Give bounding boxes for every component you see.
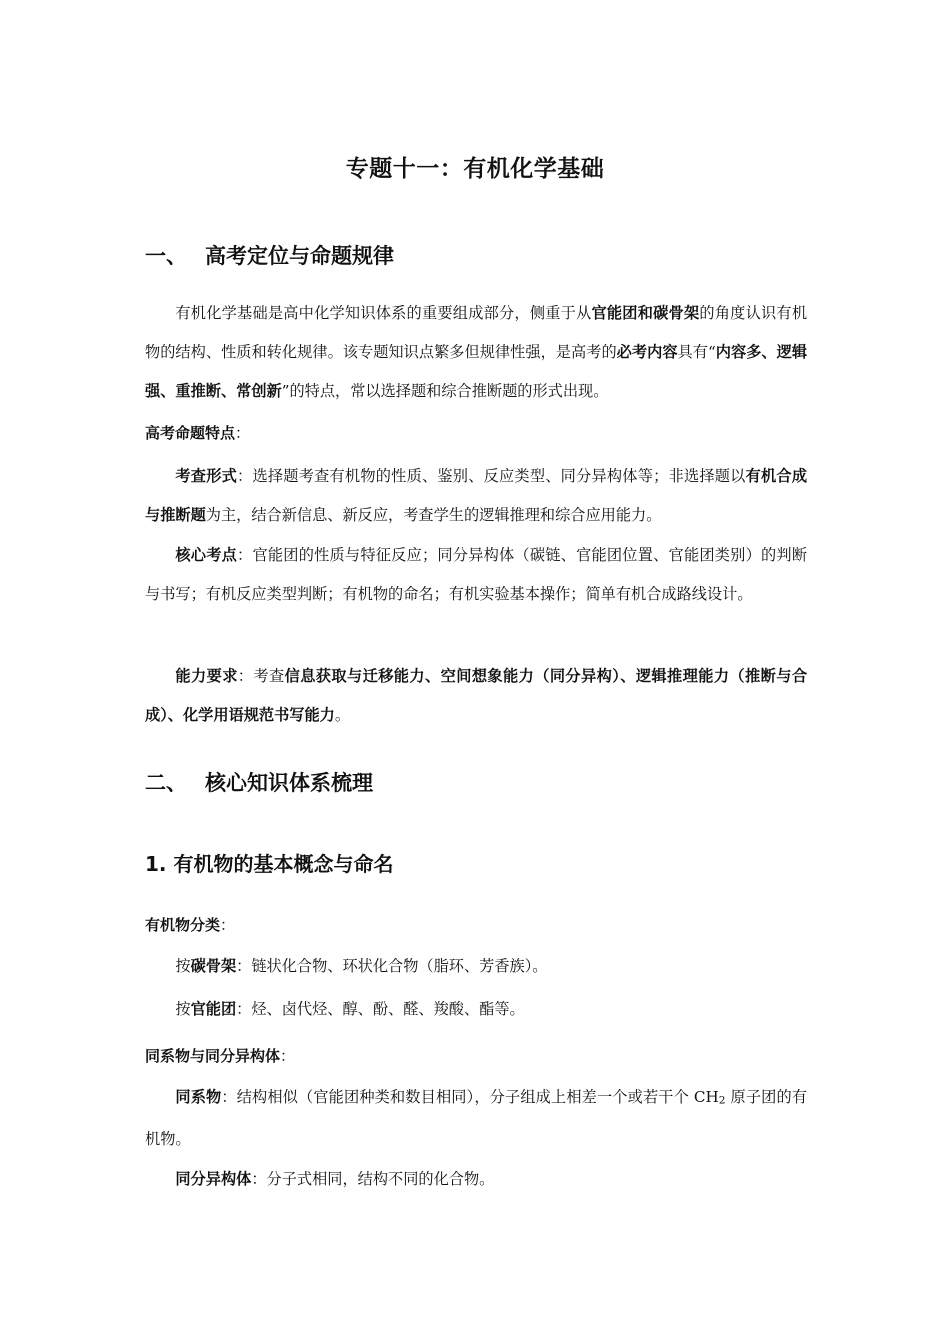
intro-bold-2: 必考内容	[616, 343, 678, 361]
document-title: 专题十一：有机化学基础	[345, 156, 605, 182]
section2-heading	[145, 767, 373, 797]
homolog-paragraph	[145, 1078, 807, 1159]
ability-bold: 信息获取与迁移能力、空间想象能力（同分异构）、逻辑推理能力（推断与合成）、化学用语规范书写能力	[145, 667, 808, 724]
exam-form-text-2: 为主，结合新信息、新反应，考查学生的逻辑推理和综合应用能力。	[205, 506, 662, 524]
classify-label-text: 有机物分类	[145, 916, 221, 934]
intro-bold-3: 内容多、逻辑强、重推断、常创新	[145, 343, 808, 400]
isomer-paragraph	[145, 1160, 807, 1199]
homolog-text-2: 原子团的有机物。	[145, 1088, 808, 1148]
homolog-isomer-label-text: 同系物与同分异构体	[145, 1047, 281, 1065]
skeleton-prefix: 按	[175, 957, 191, 975]
core-points-paragraph	[145, 536, 807, 614]
skeleton-text: ：链状化合物、环状化合物（脂环、芳香族）。	[236, 957, 548, 975]
exam-form-text-1: ：选择题考查有机物的性质、鉴别、反应类型、同分异构体等；非选择题以	[237, 467, 746, 485]
classify-label	[145, 914, 235, 935]
classify-by-skeleton	[145, 947, 807, 986]
section1-heading	[145, 240, 394, 270]
ability-text-1: ：考查	[237, 667, 285, 685]
exam-form-paragraph	[145, 457, 807, 535]
classify-by-group	[145, 990, 807, 1029]
section2-number: 二、	[145, 771, 187, 795]
group-prefix: 按	[175, 1000, 191, 1018]
ability-label: 能力要求	[175, 667, 238, 685]
intro-text-3: 具有“	[677, 343, 716, 361]
intro-text-4: ”的特点，常以选择题和综合推断题的形式出现。	[281, 382, 609, 400]
isomer-label: 同分异构体	[175, 1170, 252, 1188]
ability-paragraph	[145, 657, 807, 735]
homolog-isomer-label-colon: ：	[280, 1047, 296, 1065]
group-label: 官能团	[190, 1000, 237, 1018]
homolog-text-1: ：结构相似（官能团种类和数目相同），分子组成上相差一个或若干个 CH	[221, 1088, 719, 1106]
section1-number: 一、	[145, 244, 187, 268]
core-points-text: ：官能团的性质与特征反应；同分异构体（碳链、官能团位置、官能团类别）的判断与书写；有机反应类型判断；有机物的命名；有机实验基本操作；简单有机合成路线设计。	[145, 546, 808, 603]
subsection1-heading: 1. 有机物的基本概念与命名	[145, 852, 394, 876]
section1-intro-paragraph	[145, 294, 807, 411]
homolog-subscript: 2	[718, 1093, 726, 1107]
ability-text-2: 。	[334, 706, 351, 724]
intro-bold-1: 官能团和碳骨架	[591, 304, 700, 322]
homolog-isomer-label	[145, 1045, 295, 1066]
features-label-text: 高考命题特点	[145, 424, 236, 442]
features-label	[145, 422, 250, 443]
intro-text-1: 有机化学基础是高中化学知识体系的重要组成部分，侧重于从	[175, 304, 592, 322]
features-label-colon: ：	[235, 424, 251, 442]
group-text: ：烃、卤代烃、醇、酚、醛、羧酸、酯等。	[236, 1000, 525, 1018]
isomer-text: ：分子式相同，结构不同的化合物。	[251, 1170, 495, 1188]
core-points-label: 核心考点	[175, 546, 238, 564]
intro-text-2: 的角度认识有机物的结构、性质和转化规律。该专题知识点繁多但规律性强，是高考的	[145, 304, 808, 361]
exam-form-label: 考查形式	[175, 467, 238, 485]
skeleton-label: 碳骨架	[190, 957, 237, 975]
section2-title: 核心知识体系梳理	[205, 771, 373, 795]
classify-label-colon: ：	[220, 916, 236, 934]
exam-form-bold: 有机合成与推断题	[145, 467, 808, 524]
homolog-label: 同系物	[175, 1088, 222, 1106]
section1-title: 高考定位与命题规律	[205, 244, 394, 268]
